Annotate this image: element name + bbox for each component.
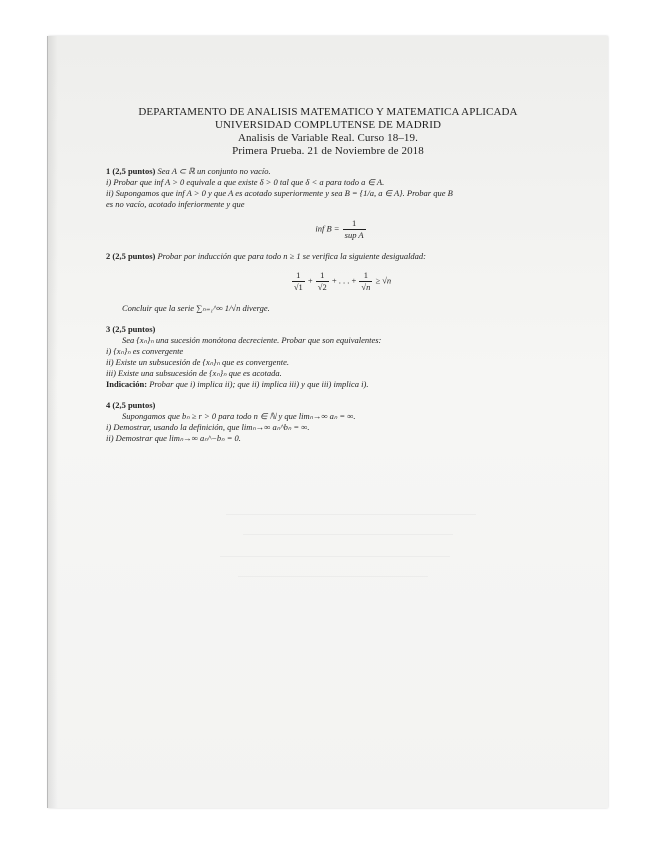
term-n-denominator: √n — [361, 282, 371, 292]
question-4-title: 4 (2,5 puntos) — [106, 400, 156, 410]
exam-sheet — [48, 36, 608, 808]
question-4-statement: Supongamos que bₙ ≥ r > 0 para todo n ∈ ℕ y que limₙ→∞ aₙ = ∞. — [122, 411, 356, 421]
question-3-part-ii: ii) Existe un subsucesión de {xₙ}ₙ que es convergente. — [106, 357, 289, 367]
question-3 — [106, 324, 576, 390]
question-3-hint — [106, 379, 576, 390]
formula-inf-b: inf B = — [315, 223, 340, 234]
term-two — [315, 270, 330, 293]
exam-header — [48, 106, 608, 158]
bleed-through-line — [243, 534, 453, 535]
question-3-part-i: i) {xₙ}ₙ es convergente — [106, 346, 184, 356]
question-1-statement: Sea A ⊂ ℝ un conjunto no vacío. — [157, 166, 271, 176]
question-2-formula — [106, 270, 576, 293]
term-n — [358, 270, 373, 293]
term-one-denominator: √1 — [293, 282, 303, 292]
term-n-numerator: 1 — [359, 270, 372, 282]
term-two-denominator: √2 — [317, 282, 327, 292]
fraction-denominator: sup A — [344, 230, 364, 240]
question-4-part-ii: ii) Demostrar que limₙ→∞ aₙ^−bₙ = 0. — [106, 433, 241, 443]
formula-fraction — [342, 218, 367, 241]
question-3-part-iii: iii) Existe una subsucesión de {xₙ}ₙ que es acotada. — [106, 368, 282, 378]
question-4 — [106, 400, 576, 444]
exam-date-line: Primera Prueba. 21 de Noviembre de 2018 — [232, 145, 424, 157]
university-line: UNIVERSIDAD COMPLUTENSE DE MADRID — [214, 119, 442, 131]
term-one — [291, 270, 306, 293]
question-4-part-i: i) Demostrar, usando la definición, que limₙ→∞ aₙ^bₙ = ∞. — [106, 422, 310, 432]
bleed-through-line — [226, 514, 476, 515]
question-1-formula — [106, 218, 576, 241]
question-2 — [106, 251, 576, 314]
question-2-heading — [106, 251, 576, 262]
question-1-title: 1 (2,5 puntos) — [106, 166, 156, 176]
course-line: Analisis de Variable Real. Curso 18–19. — [238, 132, 418, 144]
hint-label: Indicación: — [106, 379, 148, 389]
term-one-numerator: 1 — [292, 270, 305, 282]
question-3-title: 3 (2,5 puntos) — [106, 324, 156, 334]
question-1-part-ii-continued: es no vacío, acotado inferiormente y que — [106, 199, 245, 209]
hint-text: Probar que i) implica ii); que ii) implica iii) y que iii) implica i). — [149, 379, 369, 389]
question-3-statement: Sea {xₙ}ₙ una sucesión monótona decreciente. Probar que son equivalentes: — [122, 335, 382, 345]
inequality-rhs: ≥ √n — [375, 275, 392, 286]
question-1-part-ii: ii) Supongamos que inf A > 0 y que A es acotado superiormente y sea B = {1/a, a ∈ A}. Probar que B — [106, 188, 453, 198]
question-2-statement: Probar por inducción que para todo n ≥ 1 se verifica la siguiente desigualdad: — [157, 251, 427, 261]
ellipsis-sum: + . . . + — [331, 275, 357, 286]
question-1-heading — [106, 166, 576, 177]
bleed-through-line — [238, 576, 428, 577]
plus-sign: + — [307, 275, 313, 286]
bleed-through-line — [220, 556, 450, 557]
question-2-title: 2 (2,5 puntos) — [106, 251, 156, 261]
exam-content — [106, 166, 576, 454]
question-1-part-i: i) Probar que inf A > 0 equivale a que existe δ > 0 tal que δ < a para todo a ∈ A. — [106, 177, 385, 187]
question-1 — [106, 166, 576, 241]
department-line: DEPARTAMENTO DE ANALISIS MATEMATICO Y MATEMATICA APLICADA — [138, 106, 518, 118]
question-2-conclusion: Concluir que la serie ∑ₙ₌₁^∞ 1/√n diverge. — [122, 303, 270, 313]
term-two-numerator: 1 — [316, 270, 329, 282]
fraction-numerator: 1 — [343, 218, 366, 230]
